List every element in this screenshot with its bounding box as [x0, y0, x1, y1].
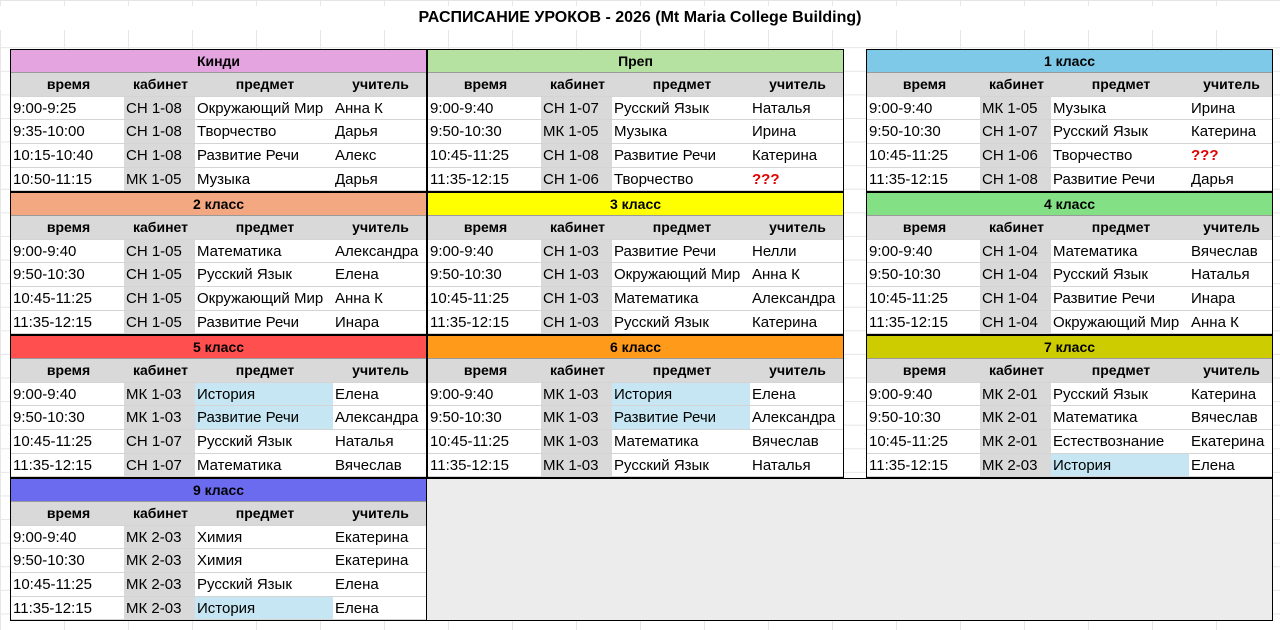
lesson-row: [11, 263, 426, 287]
cell-teacher[interactable]: Наталья: [752, 99, 811, 117]
class-block-2: [866, 49, 1273, 192]
cell-room[interactable]: МК 1-03: [541, 406, 612, 429]
cell-teacher[interactable]: Дарья: [1191, 170, 1234, 188]
cell-subject[interactable]: История: [195, 383, 333, 406]
column-header-teacher[interactable]: учитель: [1203, 219, 1260, 235]
column-header-row: [867, 216, 1272, 240]
cell-teacher[interactable]: Катерина: [1191, 123, 1257, 141]
cell-teacher[interactable]: Александра: [335, 409, 419, 427]
lesson-row: [428, 240, 843, 264]
cell-time[interactable]: 9:00-9:40: [869, 242, 933, 260]
cell-teacher[interactable]: Анна К: [335, 99, 383, 117]
cell-time[interactable]: 9:00-9:25: [13, 99, 77, 117]
column-header-teacher[interactable]: учитель: [1203, 362, 1260, 378]
cell-time[interactable]: 9:00-9:40: [430, 242, 494, 260]
class-block-1: [427, 49, 844, 192]
cell-room[interactable]: СН 1-07: [124, 454, 195, 477]
column-header-row: [11, 502, 426, 526]
class-block-5: [866, 192, 1273, 335]
cell-subject[interactable]: Русский Язык: [197, 433, 292, 451]
lesson-row: [11, 287, 426, 311]
cell-time[interactable]: 10:45-11:25: [430, 147, 509, 165]
cell-time[interactable]: 9:00-9:40: [13, 385, 77, 403]
cell-subject[interactable]: Окружающий Мир: [614, 266, 741, 284]
column-header-subject[interactable]: предмет: [652, 219, 712, 235]
lesson-row: [428, 430, 843, 454]
cell-subject[interactable]: Творчество: [197, 123, 277, 141]
class-block-4: [427, 192, 844, 335]
cell-teacher[interactable]: Наталья: [1191, 266, 1250, 284]
cell-room[interactable]: МК 1-03: [541, 383, 612, 406]
column-header-teacher[interactable]: учитель: [769, 76, 826, 92]
column-header-room[interactable]: кабинет: [989, 76, 1044, 92]
column-header-teacher[interactable]: учитель: [1203, 76, 1260, 92]
cell-room[interactable]: МК 1-03: [124, 383, 195, 406]
cell-subject[interactable]: История: [1051, 454, 1189, 477]
cell-teacher[interactable]: Нелли: [752, 242, 797, 260]
column-header-room[interactable]: кабинет: [989, 362, 1044, 378]
cell-time[interactable]: 9:50-10:30: [13, 266, 85, 284]
column-header-time[interactable]: время: [46, 505, 91, 521]
lesson-row: [11, 549, 426, 573]
cell-subject[interactable]: Естествознание: [1053, 433, 1165, 451]
cell-room[interactable]: СН 1-04: [980, 287, 1051, 310]
class-header[interactable]: 4 класс: [867, 193, 1272, 216]
cell-time[interactable]: 11:35-12:15: [869, 456, 948, 474]
cell-teacher[interactable]: Екатерина: [335, 552, 409, 570]
column-header-row: [867, 359, 1272, 383]
class-header[interactable]: 3 класс: [428, 193, 843, 216]
cell-teacher[interactable]: Вячеслав: [1191, 242, 1258, 260]
cell-time[interactable]: 10:45-11:25: [13, 576, 92, 594]
cell-time[interactable]: 10:45-11:25: [869, 290, 948, 308]
lesson-row: [11, 144, 426, 168]
cell-time[interactable]: 9:00-9:40: [869, 385, 933, 403]
column-header-row: [428, 216, 843, 240]
cell-teacher[interactable]: Елена: [335, 576, 379, 594]
cell-time[interactable]: 11:35-12:15: [13, 313, 92, 331]
cell-subject[interactable]: Развитие Речи: [197, 147, 300, 165]
cell-time[interactable]: 9:50-10:30: [13, 409, 85, 427]
cell-room[interactable]: СН 1-04: [980, 263, 1051, 286]
cell-teacher[interactable]: Елена: [335, 266, 379, 284]
cell-room[interactable]: МК 1-05: [541, 120, 612, 143]
cell-time[interactable]: 10:45-11:25: [430, 290, 509, 308]
cell-subject[interactable]: Математика: [197, 456, 282, 474]
cell-room[interactable]: СН 1-05: [124, 263, 195, 286]
cell-time[interactable]: 10:15-10:40: [13, 147, 94, 165]
column-header-subject[interactable]: предмет: [235, 362, 295, 378]
cell-teacher[interactable]: Катерина: [752, 313, 818, 331]
cell-teacher[interactable]: Инара: [335, 313, 380, 331]
column-header-room[interactable]: кабинет: [133, 76, 188, 92]
cell-time[interactable]: 10:45-11:25: [430, 433, 509, 451]
class-block-9: [10, 478, 427, 621]
cell-time[interactable]: 10:45-11:25: [13, 433, 92, 451]
lesson-row: [867, 454, 1272, 478]
lesson-row: [11, 597, 426, 621]
cell-time[interactable]: 9:50-10:30: [430, 123, 502, 141]
cell-teacher[interactable]: Наталья: [752, 456, 811, 474]
cell-teacher[interactable]: Анна К: [752, 266, 800, 284]
lesson-row: [428, 97, 843, 121]
class-block-7: [427, 335, 844, 478]
column-header-subject[interactable]: предмет: [1091, 219, 1151, 235]
lesson-row: [867, 240, 1272, 264]
cell-room[interactable]: МК 2-01: [980, 406, 1051, 429]
lesson-row: [428, 120, 843, 144]
column-header-room[interactable]: кабинет: [989, 219, 1044, 235]
column-header-subject[interactable]: предмет: [235, 505, 295, 521]
cell-subject[interactable]: Химия: [197, 528, 243, 546]
lesson-row: [11, 383, 426, 407]
cell-subject[interactable]: Окружающий Мир: [197, 99, 324, 117]
cell-time[interactable]: 11:35-12:15: [13, 599, 92, 617]
cell-time[interactable]: 9:00-9:40: [13, 528, 77, 546]
cell-teacher[interactable]: Ирина: [752, 123, 797, 141]
empty-cells-area[interactable]: [427, 478, 1273, 621]
cell-teacher[interactable]: ???: [752, 170, 780, 188]
cell-subject[interactable]: История: [612, 383, 750, 406]
cell-room[interactable]: МК 2-01: [980, 430, 1051, 453]
lesson-row: [11, 120, 426, 144]
column-header-room[interactable]: кабинет: [550, 219, 605, 235]
lesson-row: [11, 168, 426, 192]
cell-room[interactable]: СН 1-08: [980, 168, 1051, 191]
lesson-row: [428, 454, 843, 478]
lesson-row: [867, 168, 1272, 192]
column-header-subject[interactable]: предмет: [235, 76, 295, 92]
class-header[interactable]: 1 класс: [867, 50, 1272, 73]
column-header-teacher[interactable]: учитель: [769, 362, 826, 378]
cell-time[interactable]: 9:00-9:40: [869, 99, 933, 117]
lesson-row: [428, 287, 843, 311]
cell-time[interactable]: 11:35-12:15: [430, 313, 509, 331]
cell-teacher[interactable]: Наталья: [335, 433, 394, 451]
column-header-time[interactable]: время: [902, 362, 947, 378]
column-header-room[interactable]: кабинет: [550, 76, 605, 92]
lesson-row: [867, 311, 1272, 335]
cell-subject[interactable]: Русский Язык: [614, 99, 709, 117]
cell-teacher[interactable]: Катерина: [752, 147, 818, 165]
column-header-subject[interactable]: предмет: [235, 219, 295, 235]
cell-subject[interactable]: Развитие Речи: [614, 147, 717, 165]
column-header-time[interactable]: время: [463, 362, 508, 378]
lesson-row: [11, 430, 426, 454]
cell-time[interactable]: 10:45-11:25: [869, 433, 948, 451]
column-header-time[interactable]: время: [463, 219, 508, 235]
cell-subject[interactable]: Русский Язык: [197, 266, 292, 284]
lesson-row: [867, 263, 1272, 287]
cell-time[interactable]: 9:50-10:30: [430, 409, 502, 427]
cell-room[interactable]: СН 1-07: [124, 430, 195, 453]
lesson-row: [428, 383, 843, 407]
class-header[interactable]: 5 класс: [11, 336, 426, 359]
cell-teacher[interactable]: Екатерина: [1191, 433, 1265, 451]
class-header[interactable]: Кинди: [11, 50, 426, 73]
cell-subject[interactable]: Русский Язык: [614, 313, 709, 331]
class-header[interactable]: 2 класс: [11, 193, 426, 216]
lesson-row: [867, 287, 1272, 311]
lesson-row: [11, 454, 426, 478]
cell-room[interactable]: СН 1-07: [980, 120, 1051, 143]
class-block-3: [10, 192, 427, 335]
lesson-row: [11, 573, 426, 597]
cell-time[interactable]: 11:35-12:15: [430, 456, 509, 474]
column-header-row: [11, 359, 426, 383]
lesson-row: [11, 240, 426, 264]
cell-time[interactable]: 9:50-10:30: [869, 266, 941, 284]
cell-subject[interactable]: Развитие Речи: [614, 242, 717, 260]
cell-teacher[interactable]: Елена: [1191, 456, 1235, 474]
cell-room[interactable]: СН 1-06: [541, 168, 612, 191]
column-header-teacher[interactable]: учитель: [352, 76, 409, 92]
cell-room[interactable]: СН 1-05: [124, 287, 195, 310]
column-header-row: [867, 73, 1272, 97]
lesson-row: [428, 406, 843, 430]
cell-teacher[interactable]: Анна К: [335, 290, 383, 308]
cell-subject[interactable]: Окружающий Мир: [1053, 313, 1180, 331]
cell-room[interactable]: СН 1-03: [541, 287, 612, 310]
cell-room[interactable]: МК 2-03: [980, 454, 1051, 477]
cell-time[interactable]: 10:50-11:15: [13, 170, 92, 188]
lesson-row: [428, 168, 843, 192]
cell-subject[interactable]: Русский Язык: [197, 576, 292, 594]
lesson-row: [11, 406, 426, 430]
cell-time[interactable]: 9:35-10:00: [13, 123, 85, 141]
cell-time[interactable]: 11:35-12:15: [869, 170, 948, 188]
cell-time[interactable]: 9:50-10:30: [13, 552, 85, 570]
lesson-row: [867, 406, 1272, 430]
column-header-room[interactable]: кабинет: [550, 362, 605, 378]
class-block-6: [10, 335, 427, 478]
lesson-row: [867, 97, 1272, 121]
cell-teacher[interactable]: Вячеслав: [752, 433, 819, 451]
class-header[interactable]: 6 класс: [428, 336, 843, 359]
column-header-subject[interactable]: предмет: [1091, 362, 1151, 378]
column-header-subject[interactable]: предмет: [652, 76, 712, 92]
cell-teacher[interactable]: Елена: [752, 385, 796, 403]
cell-room[interactable]: МК 2-01: [980, 383, 1051, 406]
cell-subject[interactable]: Математика: [614, 290, 699, 308]
cell-room[interactable]: СН 1-08: [541, 144, 612, 167]
column-header-row: [428, 73, 843, 97]
cell-room[interactable]: МК 1-03: [541, 430, 612, 453]
cell-teacher[interactable]: Катерина: [1191, 385, 1257, 403]
column-header-room[interactable]: кабинет: [133, 219, 188, 235]
cell-subject[interactable]: Музыка: [197, 170, 251, 188]
cell-room[interactable]: СН 1-08: [124, 144, 195, 167]
cell-subject[interactable]: Развитие Речи: [1053, 290, 1156, 308]
cell-subject[interactable]: Развитие Речи: [612, 406, 750, 429]
cell-room[interactable]: СН 1-06: [980, 144, 1051, 167]
column-header-time[interactable]: время: [902, 219, 947, 235]
class-header[interactable]: Преп: [428, 50, 843, 73]
cell-time[interactable]: 9:00-9:40: [430, 99, 494, 117]
lesson-row: [11, 311, 426, 335]
cell-subject[interactable]: Русский Язык: [1053, 123, 1148, 141]
class-block-0: [10, 49, 427, 192]
cell-room[interactable]: МК 2-03: [124, 549, 195, 572]
cell-room[interactable]: СН 1-03: [541, 240, 612, 263]
cell-subject[interactable]: Математика: [1053, 242, 1138, 260]
cell-time[interactable]: 9:00-9:40: [430, 385, 494, 403]
cell-room[interactable]: СН 1-08: [124, 120, 195, 143]
cell-teacher[interactable]: Инара: [1191, 290, 1236, 308]
cell-teacher[interactable]: Вячеслав: [335, 456, 402, 474]
lesson-row: [867, 430, 1272, 454]
cell-time[interactable]: 9:50-10:30: [869, 409, 941, 427]
cell-teacher[interactable]: Елена: [335, 385, 379, 403]
column-header-subject[interactable]: предмет: [652, 362, 712, 378]
cell-time[interactable]: 11:35-12:15: [430, 170, 509, 188]
cell-teacher[interactable]: Екатерина: [335, 528, 409, 546]
cell-time[interactable]: 11:35-12:15: [869, 313, 948, 331]
cell-subject[interactable]: Математика: [1053, 409, 1138, 427]
column-header-time[interactable]: время: [463, 76, 508, 92]
cell-subject[interactable]: Развитие Речи: [197, 313, 300, 331]
cell-time[interactable]: 9:50-10:30: [430, 266, 502, 284]
class-block-8: [866, 335, 1273, 478]
cell-teacher[interactable]: Александра: [752, 409, 836, 427]
lesson-row: [428, 263, 843, 287]
cell-room[interactable]: МК 2-03: [124, 573, 195, 596]
cell-room[interactable]: СН 1-05: [124, 311, 195, 334]
cell-time[interactable]: 9:50-10:30: [869, 123, 941, 141]
lesson-row: [11, 97, 426, 121]
cell-teacher[interactable]: Александра: [752, 290, 836, 308]
cell-subject[interactable]: Математика: [614, 433, 699, 451]
cell-time[interactable]: 9:00-9:40: [13, 242, 77, 260]
cell-subject[interactable]: Творчество: [1053, 147, 1133, 165]
cell-subject[interactable]: Развитие Речи: [1053, 170, 1156, 188]
cell-subject[interactable]: Русский Язык: [1053, 266, 1148, 284]
cell-subject[interactable]: Математика: [197, 242, 282, 260]
lesson-row: [11, 526, 426, 550]
column-header-room[interactable]: кабинет: [133, 505, 188, 521]
cell-subject[interactable]: Окружающий Мир: [197, 290, 324, 308]
column-header-row: [11, 216, 426, 240]
cell-subject[interactable]: Химия: [197, 552, 243, 570]
column-header-teacher[interactable]: учитель: [352, 505, 409, 521]
cell-room[interactable]: СН 1-05: [124, 240, 195, 263]
cell-teacher[interactable]: Алекс: [335, 147, 377, 165]
lesson-row: [867, 144, 1272, 168]
cell-room[interactable]: СН 1-04: [980, 311, 1051, 334]
cell-room[interactable]: МК 1-03: [124, 406, 195, 429]
cell-room[interactable]: СН 1-07: [541, 97, 612, 120]
column-header-row: [428, 359, 843, 383]
column-header-time[interactable]: время: [46, 219, 91, 235]
cell-subject[interactable]: История: [195, 597, 333, 620]
cell-subject[interactable]: Русский Язык: [614, 456, 709, 474]
cell-subject[interactable]: Музыка: [1053, 99, 1107, 117]
column-header-room[interactable]: кабинет: [133, 362, 188, 378]
cell-time[interactable]: 10:45-11:25: [869, 147, 948, 165]
column-header-teacher[interactable]: учитель: [352, 219, 409, 235]
cell-room[interactable]: МК 1-03: [541, 454, 612, 477]
cell-subject[interactable]: Музыка: [614, 123, 668, 141]
cell-room[interactable]: СН 1-08: [124, 97, 195, 120]
cell-room[interactable]: СН 1-03: [541, 263, 612, 286]
cell-subject[interactable]: Развитие Речи: [195, 406, 333, 429]
cell-teacher[interactable]: Вячеслав: [1191, 409, 1258, 427]
column-header-time[interactable]: время: [46, 76, 91, 92]
cell-room[interactable]: МК 1-05: [980, 97, 1051, 120]
cell-subject[interactable]: Русский Язык: [1053, 385, 1148, 403]
cell-teacher[interactable]: Ирина: [1191, 99, 1236, 117]
cell-room[interactable]: МК 1-05: [124, 168, 195, 191]
lesson-row: [428, 144, 843, 168]
column-header-time[interactable]: время: [46, 362, 91, 378]
cell-time[interactable]: 10:45-11:25: [13, 290, 92, 308]
column-header-row: [11, 73, 426, 97]
lesson-row: [428, 311, 843, 335]
cell-time[interactable]: 11:35-12:15: [13, 456, 92, 474]
cell-room[interactable]: СН 1-04: [980, 240, 1051, 263]
class-header[interactable]: 9 класс: [11, 479, 426, 502]
column-header-subject[interactable]: предмет: [1091, 76, 1151, 92]
lesson-row: [867, 383, 1272, 407]
cell-room[interactable]: МК 2-03: [124, 526, 195, 549]
cell-teacher[interactable]: ???: [1191, 147, 1219, 165]
class-header[interactable]: 7 класс: [867, 336, 1272, 359]
cell-room[interactable]: СН 1-03: [541, 311, 612, 334]
cell-teacher[interactable]: Дарья: [335, 123, 378, 141]
column-header-time[interactable]: время: [902, 76, 947, 92]
cell-teacher[interactable]: Елена: [335, 599, 379, 617]
column-header-teacher[interactable]: учитель: [769, 219, 826, 235]
cell-subject[interactable]: Творчество: [614, 170, 694, 188]
cell-room[interactable]: МК 2-03: [124, 597, 195, 620]
cell-teacher[interactable]: Анна К: [1191, 313, 1239, 331]
cell-teacher[interactable]: Дарья: [335, 170, 378, 188]
page-title: РАСПИСАНИЕ УРОКОВ - 2026 (Mt Maria College Building): [0, 6, 1280, 30]
cell-teacher[interactable]: Александра: [335, 242, 419, 260]
lesson-row: [867, 120, 1272, 144]
column-header-teacher[interactable]: учитель: [352, 362, 409, 378]
